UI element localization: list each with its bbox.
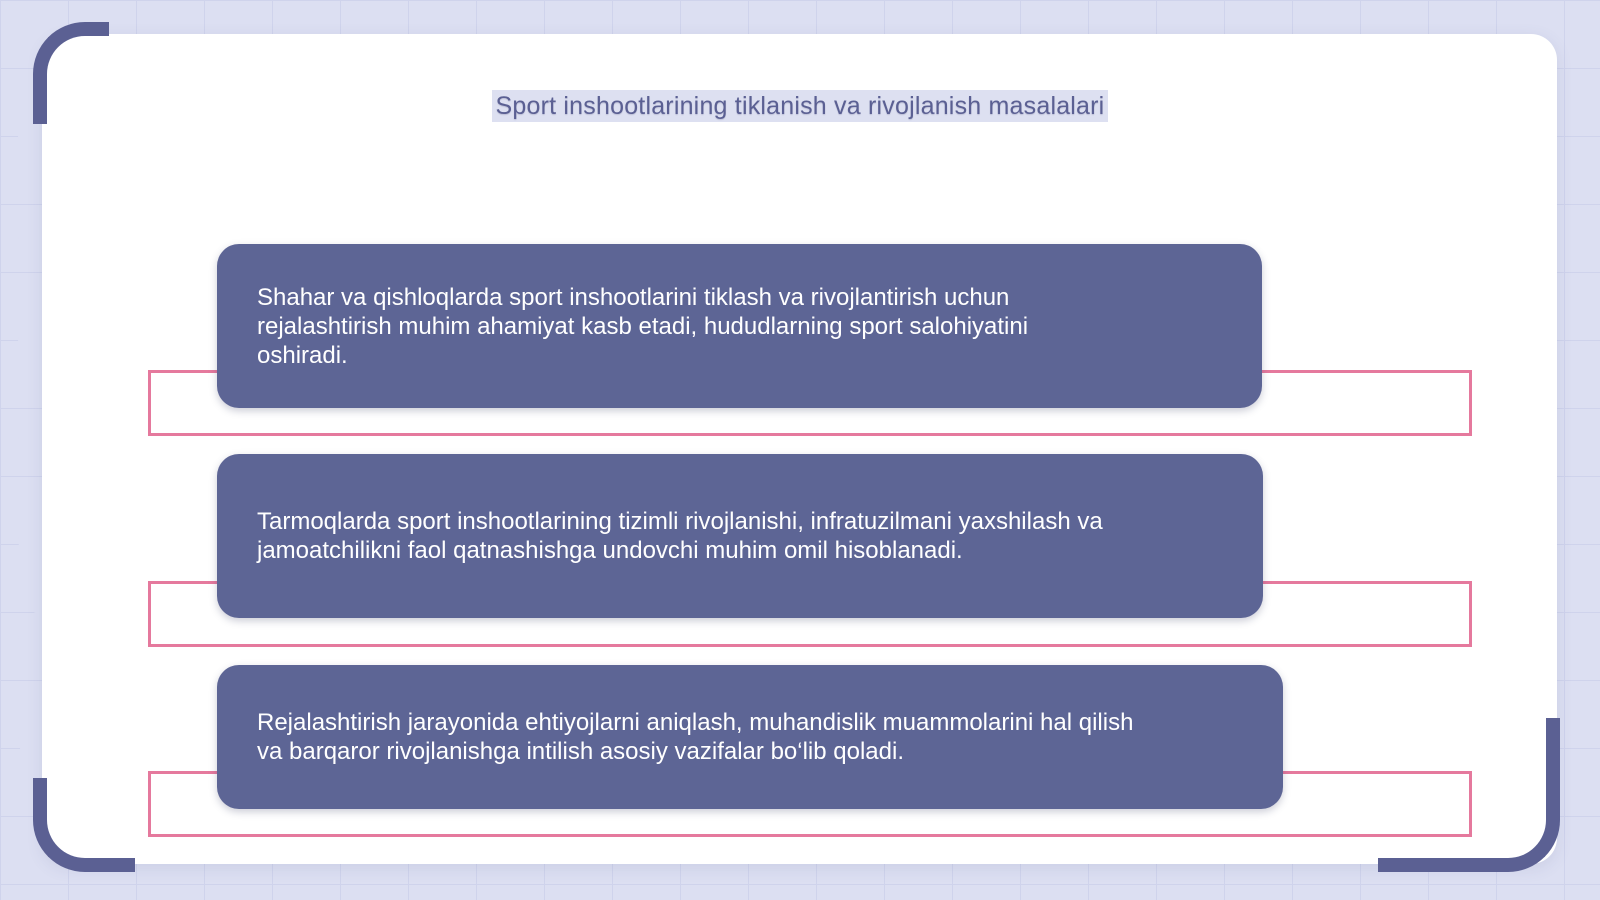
card-1-line-3: oshiradi. [257,341,348,369]
card-3-line-2: va barqaror rivojlanishga intilish asosiy vazifalar bo‘lib qoladi. [257,738,904,765]
card-1-line-1: Shahar va qishloqlarda sport inshootlarini tiklash va rivojlantirish uchun [257,283,1010,311]
slide-title-text: Sport inshootlarining tiklanish va rivojlanish masalalari [492,90,1109,122]
card-2-line-1: Tarmoqlarda sport inshootlarining tizimli rivojlanishi, infratuzilmani yaxshilash va [257,508,1103,535]
card-2-line-2: jamoatchilikni faol qatnashishga undovchi muhim omil hisoblanadi. [257,537,963,564]
card-3-line-1: Rejalashtirish jarayonida ehtiyojlarni aniqlash, muhandislik muammolarini hal qilish [257,709,1134,736]
content-card-2 [217,454,1263,618]
content-card-3 [217,665,1283,809]
corner-bracket-bottom-left [33,778,135,872]
content-card-1 [217,244,1262,408]
card-1-line-2: rejalashtirish muhim ahamiyat kasb etadi, hududlarning sport salohiyatini [257,312,1029,340]
slide-title [0,92,1600,121]
